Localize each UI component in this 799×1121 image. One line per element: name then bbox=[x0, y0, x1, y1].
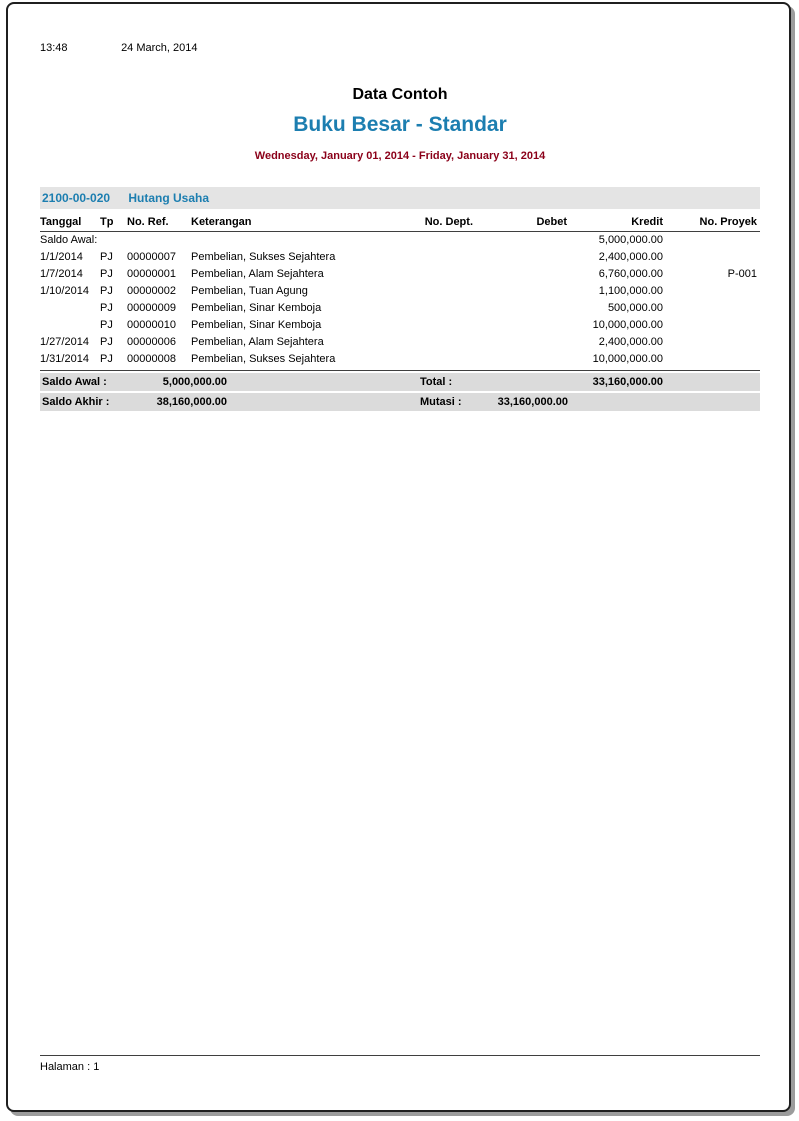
print-time: 13:48 bbox=[40, 42, 68, 54]
account-header-band bbox=[40, 187, 760, 209]
cell-no-dept bbox=[419, 231, 476, 249]
total-label: Total : bbox=[420, 375, 453, 388]
cell-keterangan: Pembelian, Sinar Kemboja bbox=[191, 318, 322, 331]
page-footer bbox=[40, 1055, 760, 1074]
cell-no-ref: 00000010 bbox=[127, 318, 176, 331]
cell-tanggal bbox=[40, 317, 100, 334]
cell-no-proyek bbox=[666, 351, 760, 368]
opening-balance-row bbox=[40, 231, 760, 249]
footer-divider bbox=[40, 1055, 760, 1056]
table-row bbox=[40, 334, 760, 351]
cell-no-proyek bbox=[666, 334, 760, 351]
cell-keterangan: Pembelian, Sukses Sejahtera bbox=[191, 352, 336, 365]
table-row bbox=[40, 317, 760, 334]
print-meta bbox=[40, 42, 760, 55]
opening-balance-label: Saldo Awal: bbox=[40, 233, 98, 246]
cell-no-dept bbox=[419, 300, 476, 317]
cell-keterangan: Pembelian, Alam Sejahtera bbox=[191, 267, 324, 280]
cell-no-proyek bbox=[666, 249, 760, 266]
saldo-akhir-label: Saldo Akhir : bbox=[42, 395, 110, 408]
summary-separator bbox=[40, 370, 760, 371]
col-header-no-ref: No. Ref. bbox=[127, 212, 191, 231]
cell-tp: PJ bbox=[100, 284, 113, 297]
cell-tp: PJ bbox=[100, 267, 113, 280]
opening-balance-kredit: 5,000,000.00 bbox=[598, 233, 663, 246]
cell-tanggal: 1/27/2014 bbox=[40, 335, 89, 348]
col-header-kredit: Kredit bbox=[570, 212, 666, 231]
table-header-row bbox=[40, 212, 760, 231]
summary-row-closing bbox=[40, 393, 760, 411]
cell-no-ref: 00000009 bbox=[127, 301, 176, 314]
cell-debet bbox=[476, 266, 570, 283]
cell-no-ref: 00000008 bbox=[127, 352, 176, 365]
cell-no-ref: 00000007 bbox=[127, 250, 176, 263]
cell-no-dept bbox=[419, 283, 476, 300]
cell-tp: PJ bbox=[100, 301, 113, 314]
col-header-tanggal: Tanggal bbox=[40, 212, 100, 231]
cell-kredit: 2,400,000.00 bbox=[598, 250, 663, 263]
cell-tanggal: 1/1/2014 bbox=[40, 250, 83, 263]
cell-kredit: 10,000,000.00 bbox=[592, 318, 663, 331]
mutasi-label: Mutasi : bbox=[420, 395, 462, 408]
table-row bbox=[40, 351, 760, 368]
cell-no-proyek bbox=[666, 317, 760, 334]
cell-keterangan: Pembelian, Sukses Sejahtera bbox=[191, 250, 336, 263]
company-name: Data Contoh bbox=[352, 86, 448, 103]
cell-kredit: 10,000,000.00 bbox=[592, 352, 663, 365]
cell-kredit: 1,100,000.00 bbox=[598, 284, 663, 297]
cell-debet bbox=[476, 283, 570, 300]
table-row bbox=[40, 300, 760, 317]
col-header-keterangan: Keterangan bbox=[191, 212, 419, 231]
cell-tp: PJ bbox=[100, 352, 113, 365]
cell-tp: PJ bbox=[100, 318, 113, 331]
table-row bbox=[40, 283, 760, 300]
cell-no-proyek bbox=[666, 300, 760, 317]
cell-keterangan: Pembelian, Tuan Agung bbox=[191, 284, 308, 297]
cell-no-proyek bbox=[666, 231, 760, 249]
report-page bbox=[6, 2, 791, 1112]
cell-keterangan: Pembelian, Alam Sejahtera bbox=[191, 335, 324, 348]
ledger-table bbox=[40, 212, 760, 368]
cell-no-ref: 00000006 bbox=[127, 335, 176, 348]
cell-no-ref: 00000002 bbox=[127, 284, 176, 297]
mutasi-value: 33,160,000.00 bbox=[497, 395, 568, 408]
cell-no-dept bbox=[419, 249, 476, 266]
cell-keterangan: Pembelian, Sinar Kemboja bbox=[191, 301, 322, 314]
cell-tanggal bbox=[40, 300, 100, 317]
cell-no-dept bbox=[419, 266, 476, 283]
col-header-tp: Tp bbox=[100, 212, 127, 231]
saldo-awal-label: Saldo Awal : bbox=[42, 375, 107, 388]
total-value: 33,160,000.00 bbox=[592, 375, 663, 388]
table-row bbox=[40, 266, 760, 283]
cell-tanggal: 1/7/2014 bbox=[40, 267, 83, 280]
cell-tp: PJ bbox=[100, 335, 113, 348]
cell-kredit: 500,000.00 bbox=[607, 301, 663, 314]
cell-debet bbox=[476, 351, 570, 368]
cell-debet bbox=[476, 249, 570, 266]
table-row bbox=[40, 249, 760, 266]
cell-tanggal: 1/31/2014 bbox=[40, 352, 89, 365]
col-header-no-proyek: No. Proyek bbox=[666, 212, 760, 231]
report-title: Buku Besar - Standar bbox=[293, 113, 507, 136]
cell-no-ref: 00000001 bbox=[127, 267, 176, 280]
account-code: 2100-00-020 bbox=[42, 191, 111, 205]
col-header-debet: Debet bbox=[476, 212, 570, 231]
cell-debet bbox=[476, 317, 570, 334]
report-period: Wednesday, January 01, 2014 - Friday, January 31, 2014 bbox=[254, 150, 546, 162]
cell-no-dept bbox=[419, 317, 476, 334]
col-header-no-dept: No. Dept. bbox=[419, 212, 476, 231]
cell-no-proyek: P-001 bbox=[727, 267, 757, 280]
account-name: Hutang Usaha bbox=[128, 191, 210, 205]
saldo-akhir-value: 38,160,000.00 bbox=[156, 395, 227, 408]
summary-row-opening bbox=[40, 373, 760, 391]
cell-no-proyek bbox=[666, 283, 760, 300]
cell-tp: PJ bbox=[100, 250, 113, 263]
cell-no-dept bbox=[419, 334, 476, 351]
cell-debet bbox=[476, 231, 570, 249]
saldo-awal-value: 5,000,000.00 bbox=[162, 375, 227, 388]
cell-debet bbox=[476, 300, 570, 317]
print-date: 24 March, 2014 bbox=[121, 42, 198, 54]
cell-kredit: 2,400,000.00 bbox=[598, 335, 663, 348]
cell-kredit: 6,760,000.00 bbox=[598, 267, 663, 280]
cell-tanggal: 1/10/2014 bbox=[40, 284, 89, 297]
cell-debet bbox=[476, 334, 570, 351]
page-number: Halaman : 1 bbox=[40, 1061, 100, 1073]
cell-no-dept bbox=[419, 351, 476, 368]
